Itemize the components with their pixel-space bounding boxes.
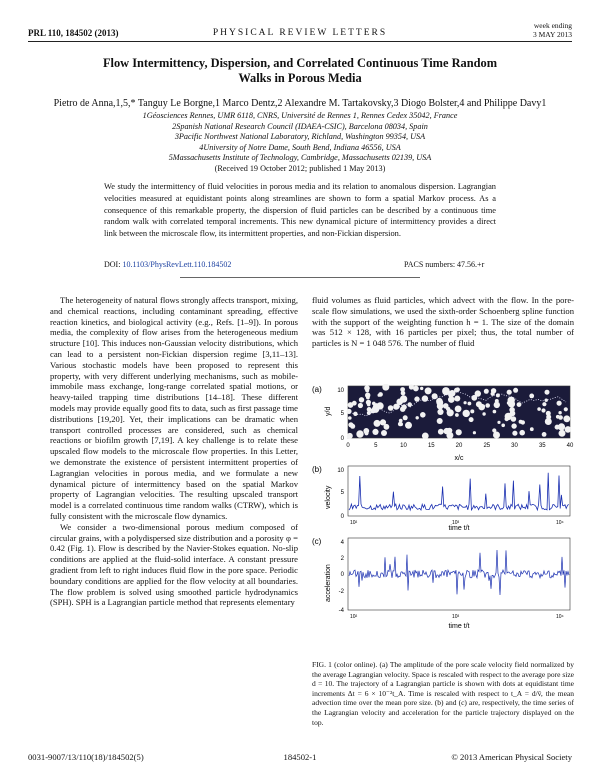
grain: [530, 427, 534, 431]
doi-link[interactable]: 10.1103/PhysRevLett.110.184502: [122, 260, 232, 269]
grain: [545, 418, 552, 425]
affiliation-3: 3Pacific Northwest National Laboratory, Richland, Washington 99354, USA: [174, 132, 426, 141]
tick-a-x: 20: [455, 443, 463, 449]
grain: [541, 408, 545, 412]
tick-a-x: 15: [427, 443, 435, 449]
grain: [448, 396, 455, 403]
grain: [437, 403, 444, 410]
tick-a-y-10: 10: [337, 388, 344, 394]
xlabel-c: time t/t: [448, 623, 470, 630]
tick-a-y-5: 5: [340, 411, 344, 417]
title-line-2: Walks in Porous Media: [238, 71, 362, 85]
grain: [372, 402, 376, 406]
grain: [494, 402, 500, 408]
grain: [409, 384, 414, 389]
footer-issn: 0031-9007/13/110(18)/184502(5): [28, 752, 144, 762]
grain: [367, 403, 371, 407]
grain: [347, 433, 353, 439]
paper-title: [40, 56, 560, 86]
ylabel-c: acceleration: [325, 564, 332, 602]
grain: [484, 389, 489, 394]
grain: [447, 409, 454, 416]
affiliation-5: 5Massachusetts Institute of Technology, Cambridge, Massachusetts 02139, USA: [168, 153, 432, 162]
grain: [468, 402, 472, 406]
grain: [388, 405, 394, 411]
header-rule: [28, 41, 572, 42]
grain: [558, 423, 565, 430]
grain: [485, 403, 490, 408]
grain: [517, 402, 522, 407]
authors: Pietro de Anna,1,5,* Tanguy Le Borgne,1 Marco Dentz,2 Alexandre M. Tartakovsky,3 Diogo Bolster,4 and Philippe Davy1: [53, 98, 547, 109]
grain: [476, 401, 482, 407]
grain: [529, 394, 534, 399]
grain: [497, 421, 500, 424]
tick-a-x: 35: [538, 443, 546, 449]
grain: [511, 423, 516, 428]
grain: [456, 406, 462, 412]
sph-paragraph: fluid volumes as fluid particles, which advect with the flow. In the pore-scale flow simulations, we used the sixth-order Schoenberg spline function with the support of the weighting function h = 1. The size of the domain was 512 × 128, with 16 particles per pixel; thus, the total number of particles is N = 1 048 576. The number of fluid: [312, 295, 574, 349]
tick-a-y-0: 0: [340, 436, 344, 442]
tick-b-x-1: 10²: [350, 520, 358, 526]
xlabel-b: time t/t: [448, 525, 470, 532]
panel-a-label: (a): [312, 385, 322, 394]
tick-c-y-4: 4: [340, 540, 344, 546]
grain: [513, 388, 518, 393]
grain: [401, 404, 406, 409]
week-ending-label: week ending: [533, 21, 572, 30]
grain: [374, 420, 381, 427]
grain: [358, 403, 363, 408]
grain: [542, 402, 546, 406]
grain: [381, 430, 387, 436]
grain: [456, 429, 462, 435]
grain: [559, 430, 566, 437]
doi-line: [104, 260, 231, 269]
issue-date: [533, 22, 572, 39]
grain: [537, 407, 541, 411]
footer-page: 184502-1: [283, 752, 317, 762]
grain: [425, 387, 432, 394]
grain: [519, 420, 523, 424]
tick-c-y-0: 0: [340, 572, 344, 578]
velocity-series: [349, 473, 569, 510]
grain: [398, 422, 403, 427]
grain: [542, 432, 547, 437]
grain: [356, 430, 363, 437]
grain: [493, 410, 497, 414]
doi-label: DOI:: [104, 260, 121, 269]
grain: [422, 395, 428, 401]
xlabel-a: x/c: [454, 455, 464, 462]
tick-b-y-5: 5: [340, 490, 344, 496]
journal-name: PHYSICAL REVIEW LETTERS: [212, 28, 388, 38]
received-dates: (Received 19 October 2012; published 1 May 2013): [214, 164, 386, 173]
grain: [437, 409, 443, 415]
grain: [565, 426, 572, 433]
tick-c-y-neg4: -4: [338, 608, 344, 614]
grain: [449, 429, 453, 433]
tick-a-x: 40: [566, 443, 574, 449]
grain: [401, 391, 406, 396]
grain: [564, 407, 568, 411]
pore-field-plot: [346, 384, 571, 439]
grain: [557, 401, 562, 406]
tick-c-x-2: 10³: [452, 614, 460, 620]
grain: [481, 404, 485, 408]
grain: [507, 390, 512, 395]
tick-a-x: 25: [483, 443, 491, 449]
tick-c-y-neg2: -2: [338, 589, 344, 595]
grain: [437, 418, 443, 424]
grain: [558, 411, 561, 414]
tick-a-x: 10: [400, 443, 407, 449]
left-column: [50, 295, 298, 608]
grain: [364, 431, 368, 435]
grain: [365, 388, 369, 392]
tick-c-x-3: 10⁴: [556, 614, 564, 620]
tick-b-y-10: 10: [337, 468, 344, 474]
intro-paragraph: The heterogeneity of natural flows strongly affects transport, mixing, and chemical reactions, including contaminant spreading, effective reaction kinetics, and biological activity (e.g., Refs. [1–9]). In porous media, the complexity of flow arises from the heterogeneous medium structure [10]. This induces non-Gaussian velocity distributions, which can lead to a persistent non-Fickian dispersion regime [3,11–13]. Various stochastic models have been proposed to represent this property, with very different underlying mechanisms, such as mobile-immobile mass exchange, long-range correlated spatial motions, or heavy-tailed trapping time distributions [14–18]. These different models may provide equally good fits to data, such as first passage time distributions [19,20]. Yet, their implications can be dramatic when transport controlled processes are considered, such as chemical reactions or biofilm growth [7,19]. A key challenge is to relate these upscaled flow models to the microscale flow properties. In this Letter, we demonstrate the existence of persistent intermittent properties of Lagrangian velocities in porous media, and we formulate a new dynamical picture of intermittency based on the spatial Markov property of Lagrangian velocities. The resulting upscaled transport model is a correlated continuous time random walks (CTRW), which is fully consistent with the microscale flow dynamics.: [50, 295, 298, 521]
grain: [403, 415, 408, 420]
journal-reference: PRL 110, 184502 (2013): [28, 28, 119, 38]
ylabel-b: velocity: [325, 485, 332, 509]
grain: [422, 433, 429, 440]
grain: [501, 424, 505, 428]
grain: [359, 397, 364, 402]
tick-b-x-2: 10³: [452, 520, 460, 526]
grain: [420, 387, 423, 390]
affiliation-4: 4University of Notre Dame, South Bend, Indiana 46556, USA: [199, 142, 401, 152]
tick-a-x: 30: [511, 443, 518, 449]
footer-copyright: © 2013 American Physical Society: [451, 752, 572, 762]
figure-caption: FIG. 1 (color online). (a) The amplitude of the pore scale velocity field normalized by the average Lagrangian velocity. Space is rescaled with respect to the average pore size d = 10. The trajectory of a Lagrangian particle is shown with dots at equidistant time increments Δt = 6 × 10⁻²t_A. Time is rescaled with respect to t_A = d/v̄, the mean advection time over the mean pore size. (b) and (c) are, respectively, the time series of the Lagrangian velocity and acceleration for the particle trajectory displayed on the top.: [312, 660, 574, 727]
grain: [348, 416, 352, 420]
tick-a-x: 5: [374, 443, 378, 449]
right-column: [312, 295, 574, 349]
grain: [470, 409, 474, 413]
grain: [469, 417, 474, 422]
grain: [407, 402, 412, 407]
grain: [378, 392, 383, 397]
affiliation-2: 2Spanish National Research Council (IDAEA-CSIC), Barcelona 08034, Spain: [172, 121, 428, 131]
grain: [464, 401, 467, 404]
panel-c-label: (c): [312, 537, 322, 546]
grain: [443, 403, 449, 409]
grain: [416, 416, 419, 419]
grain: [384, 424, 390, 430]
grain: [493, 432, 500, 439]
tick-a-x: 0: [346, 443, 350, 449]
grain: [438, 429, 444, 435]
grain: [507, 401, 510, 404]
tick-c-y-2: 2: [340, 556, 344, 562]
title-line-1: Flow Intermittency, Dispersion, and Correlated Continuous Time Random: [102, 56, 498, 70]
grain: [519, 430, 525, 436]
grain: [405, 422, 412, 429]
grain: [482, 412, 485, 415]
grain: [346, 409, 351, 414]
tick-a-x-labels: [346, 443, 574, 449]
grain: [400, 395, 407, 402]
pacs-numbers: PACS numbers: 47.56.+r: [404, 260, 485, 269]
grain: [350, 424, 355, 429]
grain: [420, 412, 426, 418]
abstract: We study the intermittency of fluid velocities in porous media and its relation to anomalous dispersion. Lagrangian velocities measured at equidistant points along streamlines are shown to form a spatial Markov process. As a consequence of this remarkable property, the dispersion of fluid particles can be described by a continuous time random walk with correlated temporal increments. This new dynamical picture of intermittency provides a direct link between the microscale flow, its intermittent properties, and non-Fickian dispersion.: [104, 182, 496, 239]
grain: [545, 399, 548, 402]
grain: [454, 396, 460, 402]
acceleration-series: [349, 550, 569, 595]
grain: [473, 431, 476, 434]
grain: [565, 418, 569, 422]
grain: [463, 410, 470, 417]
grain: [545, 390, 550, 395]
affiliation-1: 1Géosciences Rennes, UMR 6118, CNRS, Université de Rennes 1, Rennes Cedex 35042, France: [142, 111, 458, 120]
issue-date-value: 3 MAY 2013: [532, 29, 572, 39]
tick-b-y-0: 0: [340, 514, 344, 520]
abstract-rule: [180, 277, 420, 278]
tick-b-x-3: 10⁴: [556, 520, 564, 526]
grain: [556, 415, 560, 419]
grain: [348, 402, 354, 408]
grain: [366, 396, 370, 400]
panel-b-label: (b): [312, 465, 322, 474]
grain: [372, 429, 378, 435]
grain: [510, 411, 516, 417]
grain: [442, 387, 449, 394]
tick-c-x-1: 10²: [350, 614, 358, 620]
grain: [455, 413, 459, 417]
grain: [512, 431, 517, 436]
model-paragraph: We consider a two-dimensional porous medium composed of circular grains, with a polydispersed size distribution and a porosity φ = 0.42 (Fig. 1). Flow is described by the Navier-Stokes equation. No-slip conditions are applied at the fluid-solid interface. A constant pressure gradient from left to right induces fluid flow in the pore space. Periodic boundary conditions are applied for the flow velocity at all boundaries. The flow problem is solved using smoothed particle hydrodynamics (SPH). SPH is a Lagrangian particle method that represents elementary: [50, 521, 298, 608]
figure-1: [312, 384, 574, 640]
ylabel-a: y/d: [325, 406, 332, 416]
